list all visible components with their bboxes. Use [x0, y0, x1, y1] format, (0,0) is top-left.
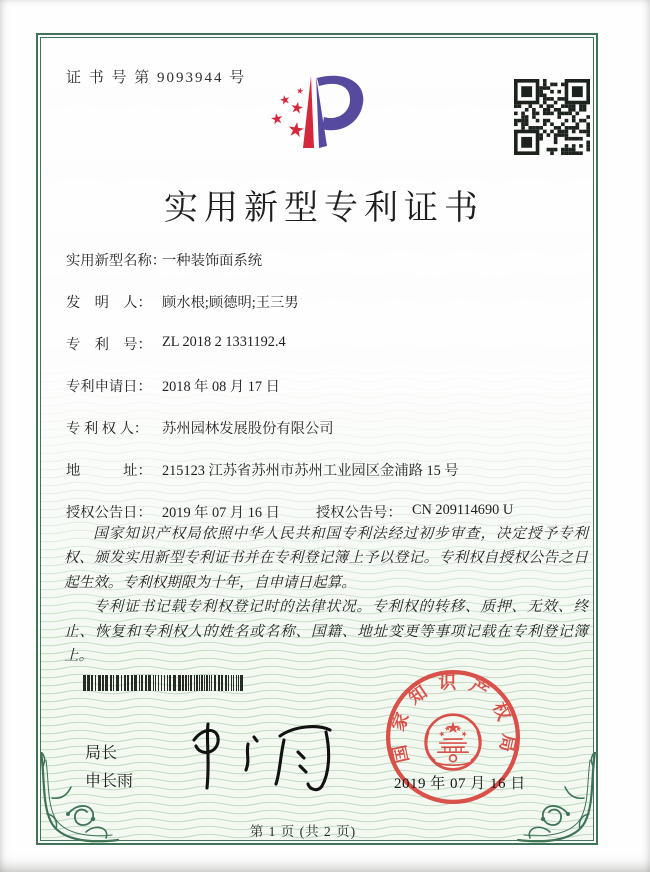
field-value: 顾水根;顾德明;王三男 [162, 295, 299, 311]
page-number: 第 1 页 (共 2 页) [249, 824, 357, 839]
field-value: 一种装饰面系统 [162, 253, 263, 269]
field-value: 苏州园林发展股份有限公司 [162, 421, 334, 437]
field-label: 专利申请日： [66, 379, 152, 395]
field-label: 地 址： [66, 463, 152, 479]
legal-paragraph: 国家知识产权局依照中华人民共和国专利法经过初步审查，决定授予专利权、颁发实用新型专利证书并在专利登记簿上予以登记。专利权自授权公告之日起生效。专利权期限为十年，自申请日起算。 [64, 526, 588, 591]
field-value: CN 209114690 U [412, 502, 514, 518]
seal-text: 国家知识产权局 [386, 672, 520, 765]
commissioner-signature-icon [180, 710, 355, 800]
cnipa-logo-icon [253, 70, 413, 172]
field-row-grant [66, 502, 590, 522]
national-emblem-icon [426, 715, 481, 770]
legal-text [64, 522, 588, 668]
barcode [83, 675, 246, 691]
field-value: 215123 江苏省苏州市苏州工业园区金浦路 15 号 [162, 463, 459, 479]
field-value: 2018 年 08 月 17 日 [162, 379, 280, 395]
qr-code [514, 79, 590, 155]
field-row-address [66, 460, 590, 480]
legal-paragraph: 专利证书记载专利权登记时的法律状况。专利权的转移、质押、无效、终止、恢复和专利权人的姓名或名称、国籍、地址变更等事项记载在专利登记簿上。 [64, 599, 588, 665]
commissioner-name: 申长雨 [85, 773, 134, 790]
field-row-patentee [66, 418, 590, 438]
field-label: 发 明 人： [66, 295, 152, 311]
field-label: 专 利 权 人： [66, 421, 149, 437]
field-label: 实用新型名称： [66, 253, 167, 269]
field-row-patent-number [66, 334, 590, 354]
field-value: 2019 年 07 月 16 日 [162, 505, 280, 521]
certificate-title: 实用新型专利证书 [164, 190, 484, 227]
field-value: ZL 2018 2 1331192.4 [162, 334, 286, 350]
svg-text:国家知识产权局 [387, 672, 520, 764]
field-label: 授权公告日： [66, 505, 152, 521]
field-label: 授权公告号： [316, 505, 402, 521]
field-label: 专 利 号： [66, 337, 152, 353]
seal-date: 2019 年 07 月 16 日 [394, 776, 526, 792]
field-row-inventors [66, 292, 590, 312]
field-row-filing-date [66, 376, 590, 396]
commissioner-title: 局长 [85, 745, 118, 762]
certificate-number: 证 书 号 第 9093944 号 [66, 70, 247, 86]
field-row-name [66, 250, 590, 270]
commissioner-block [85, 740, 133, 796]
